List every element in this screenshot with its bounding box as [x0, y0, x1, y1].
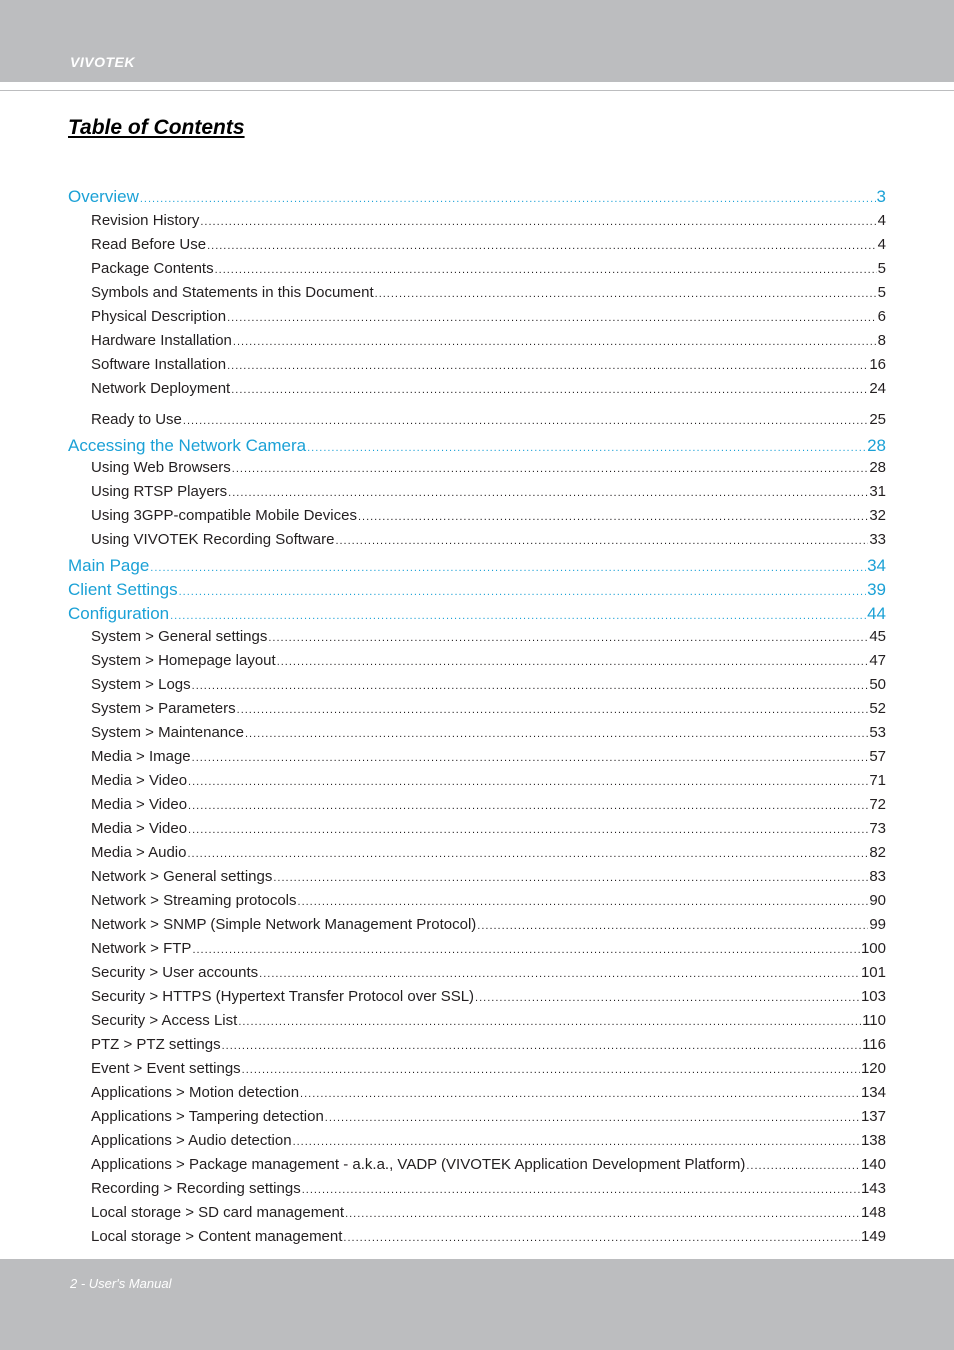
toc-entry-page-number: 45 [869, 628, 886, 645]
dot-leader [375, 283, 877, 305]
dot-leader [200, 211, 876, 233]
toc-entry-page-number: 33 [869, 531, 886, 548]
toc-entry-label: Applications > Tampering detection [91, 1108, 324, 1125]
toc-subsection-entry[interactable] [91, 986, 886, 1008]
toc-entry-label: Security > HTTPS (Hypertext Transfer Protocol over SSL) [91, 988, 475, 1005]
toc-subsection-entry[interactable] [91, 354, 886, 376]
toc-entry-label: Network > General settings [91, 868, 273, 885]
toc-entry-label: Configuration [68, 604, 170, 623]
toc-subsection-entry[interactable] [91, 626, 886, 648]
toc-entry-label: System > General settings [91, 628, 268, 645]
toc-entry-page-number: 140 [860, 1156, 886, 1173]
toc-entry-page-number: 34 [867, 556, 886, 575]
toc-subsection-entry[interactable] [91, 409, 886, 431]
toc-subsection-entry[interactable] [91, 457, 886, 479]
toc-entry-label: Network > Streaming protocols [91, 892, 297, 909]
toc-subsection-entry[interactable] [91, 1010, 886, 1032]
toc-entry-label: Media > Video [91, 796, 188, 813]
toc-subsection-entry[interactable] [91, 1058, 886, 1080]
toc-subsection-entry[interactable] [91, 505, 886, 527]
toc-entry-label: Using 3GPP-compatible Mobile Devices [91, 507, 357, 524]
dot-leader [233, 331, 877, 353]
toc-entry-page-number: 52 [869, 700, 886, 717]
toc-entry-label: Media > Image [91, 748, 191, 765]
dot-leader [335, 530, 868, 552]
toc-subsection-entry[interactable] [91, 481, 886, 503]
toc-subsection-entry[interactable] [91, 698, 886, 720]
dot-leader [237, 699, 869, 721]
toc-entry-page-number: 137 [860, 1108, 886, 1125]
toc-title: Table of Contents [68, 116, 245, 139]
toc-subsection-entry[interactable] [91, 306, 886, 328]
toc-entry-page-number: 53 [869, 724, 886, 741]
toc-entry-label: System > Maintenance [91, 724, 244, 741]
dot-leader [227, 307, 877, 329]
toc-entry-label: Hardware Installation [91, 332, 232, 349]
toc-entry-label: Using Web Browsers [91, 459, 231, 476]
toc-entry-label: Read Before Use [91, 236, 207, 253]
toc-entry-label: Client Settings [68, 580, 178, 599]
toc-entry-label: PTZ > PTZ settings [91, 1036, 221, 1053]
toc-entry-page-number: 143 [860, 1180, 886, 1197]
toc-entry-label: Media > Video [91, 820, 188, 837]
dot-leader [746, 1155, 860, 1177]
toc-entry-label: Using VIVOTEK Recording Software [91, 531, 335, 548]
toc-entry-page-number: 148 [860, 1204, 886, 1221]
dot-leader [245, 723, 868, 745]
dot-leader [170, 605, 866, 627]
toc-subsection-entry[interactable] [91, 866, 886, 888]
dot-leader [259, 963, 860, 985]
toc-subsection-entry[interactable] [91, 330, 886, 352]
toc-entry-label: Main Page [68, 556, 150, 575]
toc-subsection-entry[interactable] [91, 938, 886, 960]
toc-entry-page-number: 149 [860, 1228, 886, 1245]
toc-entry-page-number: 28 [867, 436, 886, 455]
toc-subsection-entry[interactable] [91, 210, 886, 232]
dot-leader [325, 1107, 860, 1129]
toc-entry-page-number: 8 [877, 332, 886, 349]
dot-leader [222, 1035, 861, 1057]
toc-subsection-entry[interactable] [91, 818, 886, 840]
toc-entry-page-number: 120 [860, 1060, 886, 1077]
toc-entry-label: Using RTSP Players [91, 483, 228, 500]
toc-entry-label: Applications > Motion detection [91, 1084, 300, 1101]
toc-subsection-entry[interactable] [91, 378, 886, 400]
toc-entry-page-number: 16 [869, 356, 886, 373]
dot-leader [207, 235, 877, 257]
dot-leader [188, 819, 868, 841]
toc-entry-label: System > Logs [91, 676, 191, 693]
toc-subsection-entry[interactable] [91, 962, 886, 984]
toc-entry-page-number: 138 [860, 1132, 886, 1149]
toc-subsection-entry[interactable] [91, 1202, 886, 1224]
toc-entry-page-number: 72 [869, 796, 886, 813]
toc-subsection-entry[interactable] [91, 1034, 886, 1056]
toc-subsection-entry[interactable] [91, 234, 886, 256]
toc-entry-label: Event > Event settings [91, 1060, 241, 1077]
page-footer [0, 1259, 954, 1350]
dot-leader [231, 379, 868, 401]
toc-entry-page-number: 4 [877, 236, 886, 253]
dot-leader [343, 1227, 860, 1249]
toc-entry-page-number: 71 [869, 772, 886, 789]
toc-section-entry[interactable] [68, 186, 886, 208]
toc-entry-label: Media > Video [91, 772, 188, 789]
toc-entry-page-number: 83 [869, 868, 886, 885]
dot-leader [183, 410, 868, 432]
toc-subsection-entry[interactable] [91, 674, 886, 696]
toc-entry-page-number: 3 [876, 187, 886, 206]
dot-leader [273, 867, 868, 889]
dot-leader [475, 987, 860, 1009]
toc-entry-page-number: 24 [869, 380, 886, 397]
toc-subsection-entry[interactable] [91, 770, 886, 792]
page-number-label: 2 - User's Manual [70, 1276, 172, 1291]
dot-leader [302, 1179, 860, 1201]
toc-entry-page-number: 4 [877, 212, 886, 229]
dot-leader [300, 1083, 860, 1105]
toc-entry-label: Symbols and Statements in this Document [91, 284, 374, 301]
toc-entry-label: Applications > Package management - a.k.a., VADP (VIVOTEK Application Development Platform) [91, 1156, 746, 1173]
toc-entry-label: Ready to Use [91, 411, 182, 428]
toc-section-entry[interactable] [68, 603, 886, 625]
toc-entry-label: Revision History [91, 212, 200, 229]
toc-entry-page-number: 73 [869, 820, 886, 837]
toc-entry-page-number: 103 [860, 988, 886, 1005]
dot-leader [238, 1011, 861, 1033]
toc-entry-label: Network > FTP [91, 940, 192, 957]
toc-entry-page-number: 39 [867, 580, 886, 599]
toc-entry-label: Media > Audio [91, 844, 187, 861]
dot-leader [188, 771, 868, 793]
dot-leader [192, 675, 869, 697]
toc-subsection-entry[interactable] [91, 529, 886, 551]
toc-entry-page-number: 110 [862, 1012, 886, 1029]
dot-leader [192, 747, 869, 769]
toc-entry-page-number: 134 [860, 1084, 886, 1101]
toc-entry-label: System > Homepage layout [91, 652, 276, 669]
dot-leader [188, 795, 868, 817]
dot-leader [242, 1059, 860, 1081]
toc-entry-page-number: 90 [869, 892, 886, 909]
toc-section-entry[interactable] [68, 579, 886, 601]
toc-subsection-entry[interactable] [91, 1226, 886, 1248]
dot-leader [188, 843, 869, 865]
toc-entry-page-number: 5 [877, 284, 886, 301]
dot-leader [277, 651, 869, 673]
toc-entry-label: Accessing the Network Camera [68, 436, 307, 455]
toc-entry-page-number: 47 [869, 652, 886, 669]
toc-entry-page-number: 57 [869, 748, 886, 765]
dot-leader [358, 506, 868, 528]
toc-entry-label: System > Parameters [91, 700, 236, 717]
toc-entry-label: Package Contents [91, 260, 214, 277]
toc-entry-label: Security > Access List [91, 1012, 238, 1029]
toc-entry-page-number: 31 [869, 483, 886, 500]
toc-subsection-entry[interactable] [91, 1082, 886, 1104]
toc-subsection-entry[interactable] [91, 890, 886, 912]
toc-entry-label: Security > User accounts [91, 964, 259, 981]
toc-entry-label: Local storage > Content management [91, 1228, 343, 1245]
toc-section-entry[interactable] [68, 555, 886, 577]
toc-subsection-entry[interactable] [91, 722, 886, 744]
toc-entry-page-number: 5 [877, 260, 886, 277]
toc-entry-label: Recording > Recording settings [91, 1180, 301, 1197]
toc-subsection-entry[interactable] [91, 914, 886, 936]
dot-leader [228, 482, 868, 504]
toc-entry-label: Overview [68, 187, 139, 206]
brand-logo-text: VIVOTEK [70, 54, 135, 70]
dot-leader [192, 939, 860, 961]
toc-subsection-entry[interactable] [91, 1106, 886, 1128]
dot-leader [298, 891, 869, 913]
toc-entry-page-number: 99 [869, 916, 886, 933]
dot-leader [215, 259, 877, 281]
dot-leader [140, 188, 876, 210]
toc-entry-page-number: 25 [869, 411, 886, 428]
toc-subsection-entry[interactable] [91, 1130, 886, 1152]
toc-entry-page-number: 44 [867, 604, 886, 623]
dot-leader [293, 1131, 860, 1153]
dot-leader [179, 581, 866, 603]
toc-subsection-entry[interactable] [91, 746, 886, 768]
toc-entry-page-number: 116 [862, 1036, 886, 1053]
dot-leader [268, 627, 868, 649]
toc-entry-page-number: 28 [869, 459, 886, 476]
dot-leader [345, 1203, 860, 1225]
toc-entry-page-number: 6 [877, 308, 886, 325]
toc-section-entry[interactable] [68, 435, 886, 457]
dot-leader [307, 437, 866, 459]
toc-entry-label: Physical Description [91, 308, 227, 325]
toc-subsection-entry[interactable] [91, 794, 886, 816]
toc-entry-page-number: 50 [869, 676, 886, 693]
toc-entry-label: Network Deployment [91, 380, 231, 397]
toc-subsection-entry[interactable] [91, 650, 886, 672]
toc-subsection-entry[interactable] [91, 1178, 886, 1200]
toc-entry-page-number: 100 [860, 940, 886, 957]
toc-subsection-entry[interactable] [91, 1154, 886, 1176]
dot-leader [227, 355, 868, 377]
toc-subsection-entry[interactable] [91, 282, 886, 304]
dot-leader [477, 915, 868, 937]
toc-entry-label: Applications > Audio detection [91, 1132, 292, 1149]
toc-subsection-entry[interactable] [91, 258, 886, 280]
toc-entry-page-number: 82 [869, 844, 886, 861]
toc-entry-page-number: 101 [860, 964, 886, 981]
toc-entry-label: Local storage > SD card management [91, 1204, 345, 1221]
dot-leader [150, 557, 866, 579]
toc-entry-page-number: 32 [869, 507, 886, 524]
toc-entry-label: Network > SNMP (Simple Network Management Protocol) [91, 916, 477, 933]
toc-subsection-entry[interactable] [91, 842, 886, 864]
dot-leader [232, 458, 869, 480]
toc-entry-label: Software Installation [91, 356, 227, 373]
